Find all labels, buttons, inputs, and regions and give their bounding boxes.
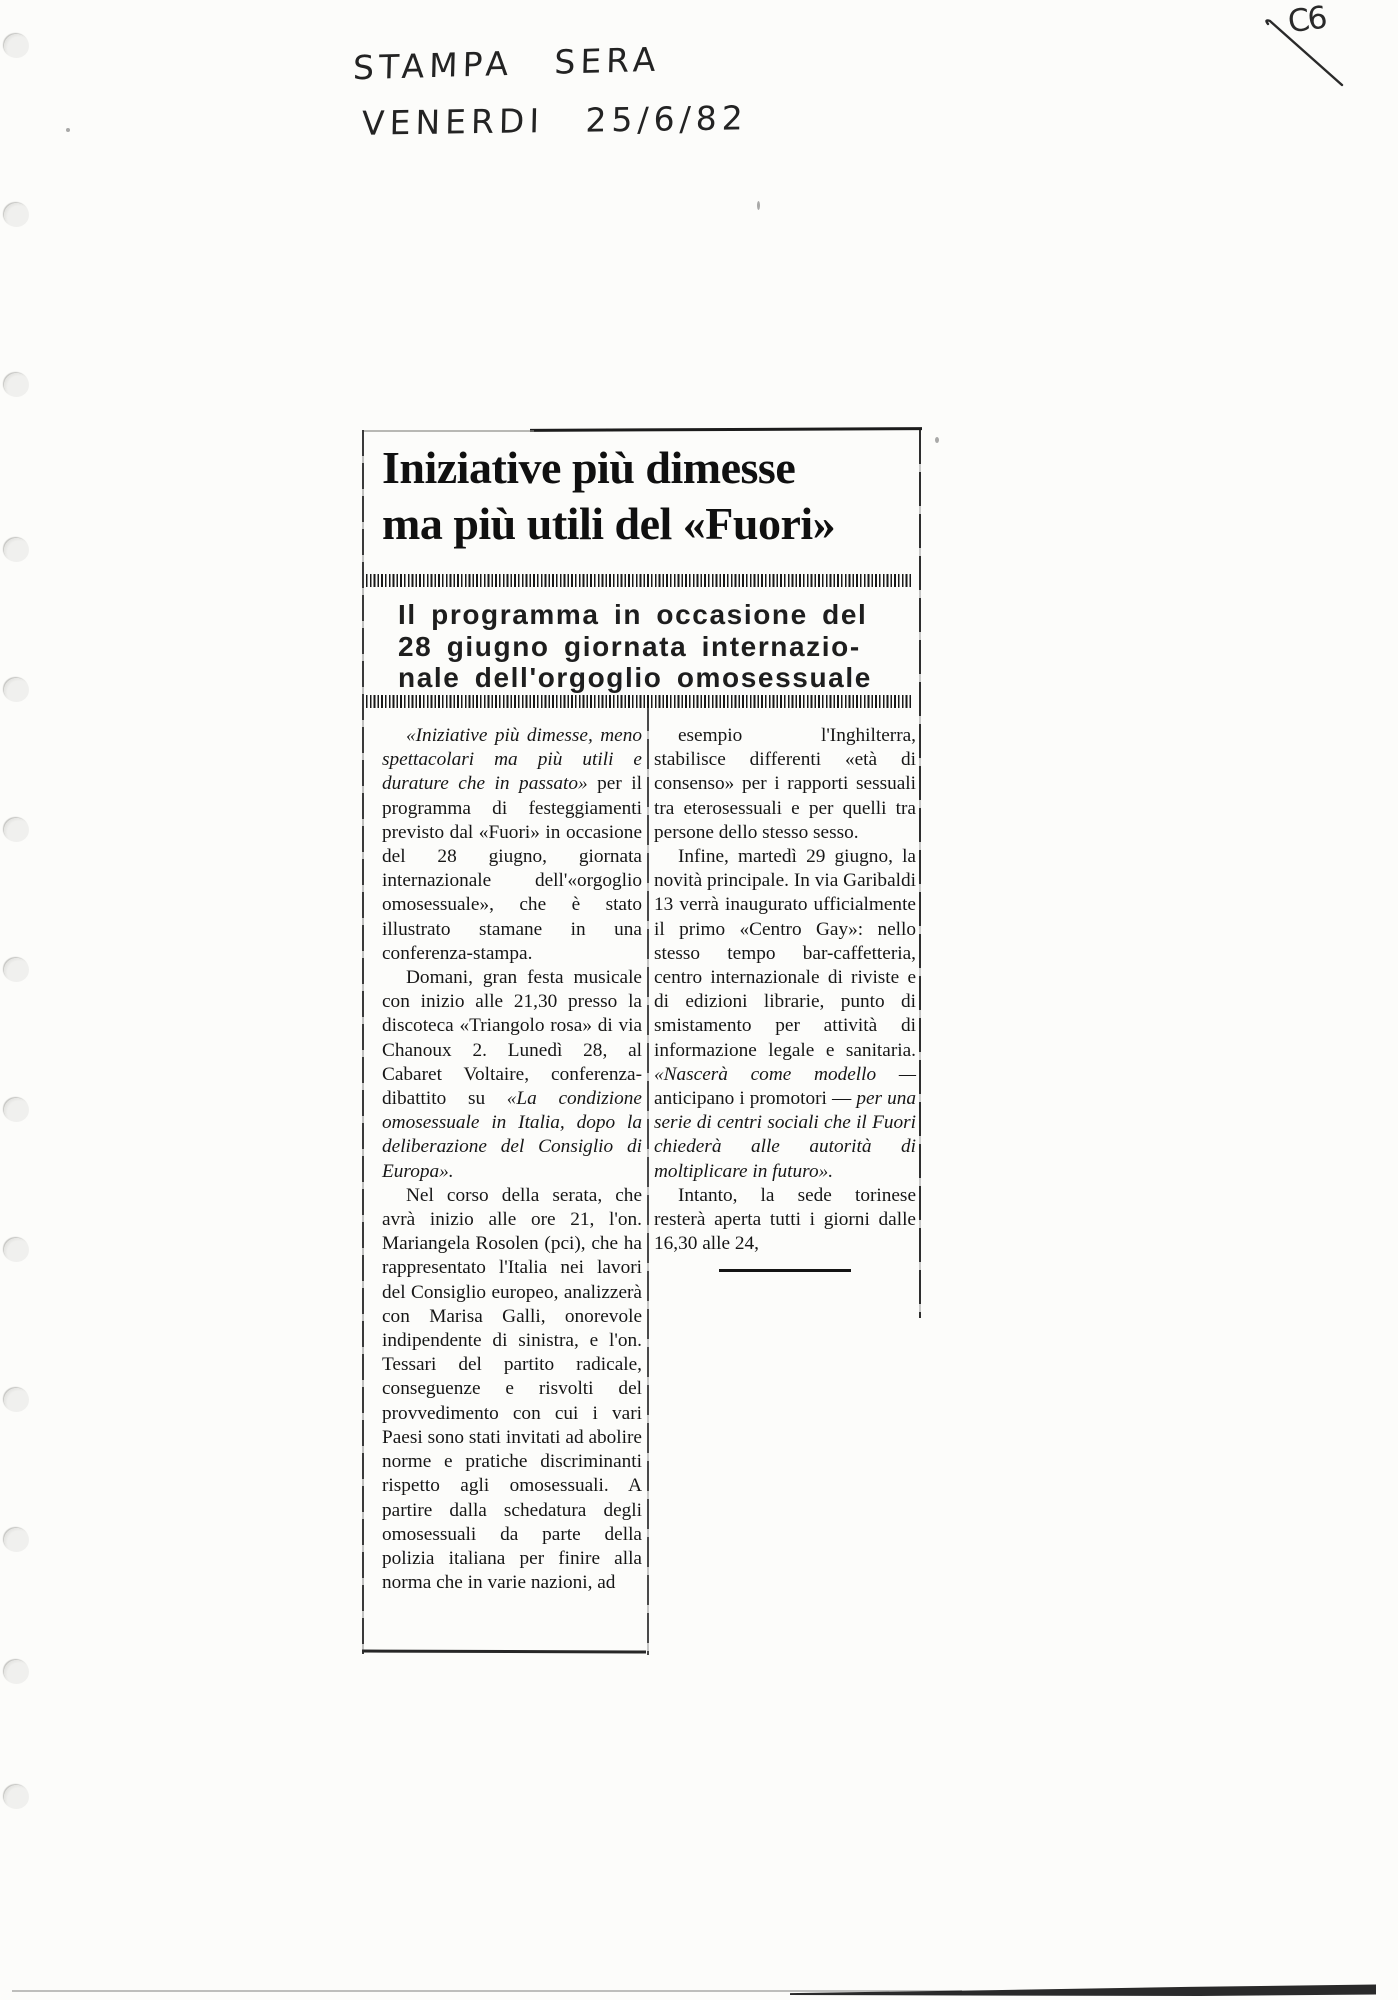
- article-paragraph: Nel corso della serata, che avrà inizio alle ore 21, l'on. Mariangela Rosolen (pci), che ha rappresentato l'Italia nei lavori del Consiglio europeo, analizzerà con Marisa Galli, onorevole indipendente di sinistra, e l'on. Tessari del partito radicale, conseguenze e risvolti del provvedimento con cui i vari Paesi sono stati invitati ad abolire norme e pratiche discriminanti rispetto agli omosessuali. A partire dalla schedatura degli omosessuali da parte della polizia italiana per finire alla norma che in varie nazioni, ad: [382, 1184, 642, 1594]
- article-paragraph: «Iniziative più dimesse, meno spettacolari ma più utili e durature che in passato» per il programma di festeggiamenti previsto dal «Fuori» in occasione del 28 giugno, giornata internazionale dell'«orgoglio omosessuale», che è stato illustrato stamane in una conferenza-stampa.: [382, 725, 642, 964]
- punch-hole: [4, 34, 29, 58]
- punch-hole: [4, 203, 29, 227]
- subhead-line-2: 28 giugno giornata internazio-: [398, 630, 861, 662]
- headline-line-2: ma più utili del «Fuori»: [382, 498, 836, 549]
- punch-hole: [4, 1388, 29, 1412]
- subhead-line-1: Il programma in occasione del: [398, 599, 868, 630]
- scan-speck: [66, 128, 70, 132]
- headline-line-1: Iniziative più dimesse: [382, 442, 796, 493]
- newspaper-clipping: [362, 428, 922, 1660]
- clipping-border-left: [362, 430, 364, 1654]
- handwritten-date: VENERDI 25/6/82: [361, 98, 749, 143]
- scan-artifact-bottom-line: [12, 1990, 962, 1992]
- article-paragraph: Intanto, la sede torinese resterà aperta tutti i giorni dalle 16,30 alle 24,: [654, 1184, 916, 1255]
- clipping-border-bottom: [362, 1650, 646, 1654]
- punch-hole: [4, 1660, 29, 1684]
- article-paragraph: Infine, martedì 29 giugno, la novità principale. In via Garibaldi 13 verrà inaugurato ufficialmente il primo «Centro Gay»: nello stesso tempo bar-caffetteria, centro internazionale di riviste e di edizioni librarie, punto di smistamento per attività di informazione legale e sanitaria. «Nascerà come modello — anticipano i promotori — per una serie di centri sociali che il Fuori chiederà alle autorità di moltiplicare in futuro».: [654, 846, 916, 1182]
- scan-speck: [757, 201, 760, 210]
- punch-hole: [4, 958, 29, 982]
- punch-hole: [4, 818, 29, 842]
- punch-hole: [4, 1785, 29, 1809]
- article-end-rule: [719, 1269, 851, 1272]
- punch-hole: [4, 678, 29, 702]
- scan-speck: [935, 437, 939, 443]
- punch-hole: [4, 1238, 29, 1262]
- hatched-rule-top: [366, 574, 912, 587]
- article-headline: [382, 440, 912, 552]
- clipping-border-top-faint: [364, 430, 534, 432]
- article-column-right: [654, 724, 916, 1272]
- punch-hole: [4, 1528, 29, 1552]
- clipping-border-top: [530, 427, 922, 432]
- clipping-border-right: [919, 430, 921, 1318]
- column-divider: [647, 701, 649, 1655]
- article-paragraph: esempio l'Inghilterra, stabilisce differenti «età di consenso» per i rapporti sessuali tra eterosessuali e per quelli tra persone dello stesso sesso.: [654, 725, 916, 843]
- subhead-line-3: nale dell'orgoglio omosessuale: [398, 662, 872, 693]
- punch-hole: [4, 1098, 29, 1122]
- hatched-rule-bottom: [366, 695, 912, 708]
- article-column-left: [382, 724, 642, 1595]
- article-paragraph: Domani, gran festa musicale con inizio alle 21,30 presso la discoteca «Triangolo rosa» di via Chanoux 2. Lunedì 28, al Cabaret Voltaire, conferenza-dibattito su «La condizione omosessuale in Italia, dopo la deliberazione del Consiglio di Europa».: [382, 967, 642, 1182]
- punch-hole: [4, 373, 29, 397]
- handwritten-publication: STAMPA SERA: [352, 39, 661, 88]
- punch-hole: [4, 538, 29, 562]
- handwritten-corner-code: C6: [1285, 0, 1328, 41]
- article-subhead: [398, 599, 910, 694]
